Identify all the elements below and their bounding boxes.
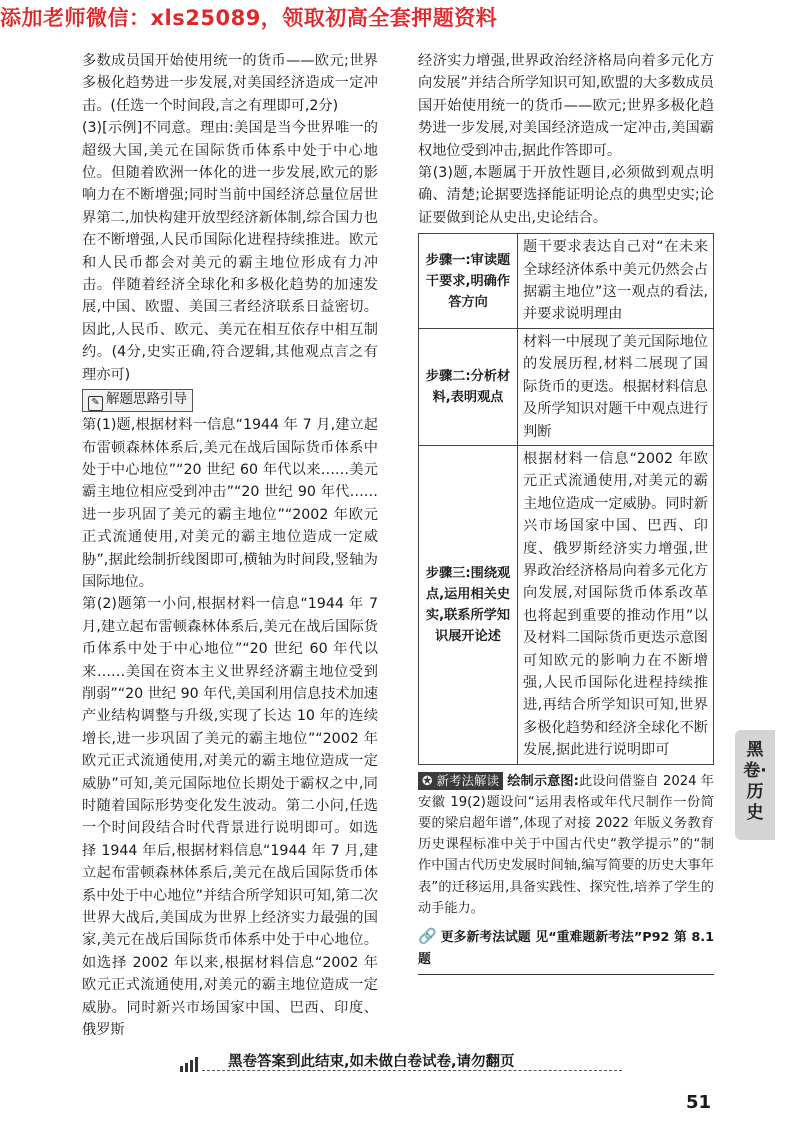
footer-notice [180,1050,640,1078]
promo-banner-text: 添加老师微信：xls25089，领取初高全套押题资料 [0,6,498,30]
solution-guide-label: 解题思路引导 [106,391,187,408]
table-row [419,328,714,445]
steps-table [418,233,714,764]
bars-icon [180,1056,200,1072]
new-method-box [418,771,714,919]
more-questions-ref: 见“重难题新考法”P92 第 8.1 题 [418,930,715,968]
answer-paragraph-3: (3)[示例]不同意。理由:美国是当今世界唯一的超级大国,美元在国际货币体系中处于中心地位。但随着欧洲一体化的进一步发展,欧元的影响力在不断增强;同时当前中国经济总量位居世界第二,加快构建开放型经济新体制,综合国力也在不断增强,人民币国际化进程持续推进。欧元和人民币都会对美元的霸主地位形成有力冲击。伴随着经济全球化和多极化趋势的加速发展,中国、欧盟、美国三者经济联系日益密切。因此,人民币、欧元、美元在相互依存中相互制约。(4分,史实正确,符合逻辑,其他观点言之有理亦可) [82,120,378,383]
answer-paragraph-continued: 多数成员国开始使用统一的货币——欧元;世界多极化趋势进一步发展,对美国经济造成一定冲击。(任选一个时间段,言之有理即可,2分) [82,53,378,114]
step-2-head: 步骤二:分析材料,表明观点 [419,328,518,445]
step-1-head: 步骤一:审读题干要求,明确作答方向 [419,234,518,329]
table-row [419,445,714,764]
promo-banner [0,0,800,38]
new-method-lead: 绘制示意图: [507,773,579,789]
lightbulb-icon: ✪ [422,772,433,788]
section-side-tab [735,730,775,840]
right-column [418,50,714,975]
guide-paragraph-2: 第(2)题第一小问,根据材料一信息“1944 年 7 月,建立起布雷顿森林体系后,美元在战后国际货币体系中处于中心地位”“20 世纪 60 年代以来……美国在资本主义世界经济霸主地位受到削弱”“20 世纪 90 年代,美国利用信息技术加速产业结构调整与升级,实现了长达 10 年的连续增长,进一步巩固了美元的霸主地位”“2002 年欧元正式流通使用,对美元的霸主地位造成一定威胁”可知,美元国际地位长期处于霸权之中,同时随着国际形势变化发生波动。第二小问,任选一个时间段结合时代背景进行说明即可。如选择 1944 年后,根据材料信息“1944 年 7 月,建立起布雷顿森林体系后,美元在战后国际货币体系中处于中心地位”并结合所学知识可知,第二次世界大战后,美国成为世界上经济实力最强的国家,美元在战后国际货币体系中处于中心地位。如选择 2002 年以来,根据材料信息“2002 年欧元正式流通使用,对美元的霸主地位造成一定威胁。同时新兴市场国家中国、巴西、印度、俄罗斯 [82,596,378,1039]
table-row [419,234,714,329]
step-3-head: 步骤三:围绕观点,运用相关史实,联系所学知识展开论述 [419,445,518,764]
step-1-body: 题干要求表达自己对“在未来全球经济体系中美元仍然会占据霸主地位”这一观点的看法,并要求说明理由 [518,234,714,329]
more-questions-label: 更多新考法试题 [440,930,531,946]
left-column [82,50,378,1041]
step-2-body: 材料一中展现了美元国际地位的发展历程,材料二展现了国际货币的更迭。根据材料信息及所学知识对题干中观点进行判断 [518,328,714,445]
guide-paragraph-1: 第(1)题,根据材料一信息“1944 年 7 月,建立起布雷顿森林体系后,美元在战后国际货币体系中处于中心地位”“20 世纪 60 年代以来……美元霸主地位相应受到冲击”“20 世纪 90 年代……进一步巩固了美元的霸主地位”“2002 年欧元正式流通使用,对美元的霸主地位造成一定威胁”,据此绘制折线图即可,横轴为时间段,竖轴为国际地位。 [82,417,378,590]
guide-paragraph-continued: 经济实力增强,世界政治经济格局向着多元化方向发展”并结合所学知识可知,欧盟的大多数成员国开始使用统一的货币——欧元;世界多极化趋势进一步发展,对美国经济造成一定冲击,美国霸权地位受到冲击,据此作答即可。 [418,53,714,159]
pencil-icon: ✎ [88,396,103,411]
footer-notice-text: 黑卷答案到此结束,如未做白卷试卷,请勿翻页 [228,1054,515,1070]
solution-guide-tag [82,389,193,412]
new-method-text: 此设问借鉴自 2024 年安徽 19(2)题设问“运用表格或年代尺制作一份简要的梁启超年谱”,体现了对接 2022 年版义务教育历史课程标准中关于中国古代史“教学提示”的“制作中国古代历史发展时间轴,编写简要的历史大事年表”的迁移运用,具备实践性、探究性,培养了学生的动手能力。 [418,773,714,916]
section-side-tab-label: 黑卷·历史 [743,740,767,823]
page-number: 51 [686,1092,712,1113]
new-method-tag-label: 新考法解读 [436,772,499,788]
link-icon: 🔗 [418,927,437,946]
guide-paragraph-3: 第(3)题,本题属于开放性题目,必须做到观点明确、清楚;论据要选择能证明论点的典型史实;论证要做到论从史出,史论结合。 [418,165,714,226]
step-3-body: 根据材料一信息“2002 年欧元正式流通使用,对美元的霸主地位造成一定威胁。同时新兴市场国家中国、巴西、印度、俄罗斯经济实力增强,世界政治经济格局向着多元化方向发展,对国际货币体系改革也将起到重要的推动作用”以及材料二国际货币更迭示意图可知欧元的影响力在不断增强,人民币国际化进程持续推进,再结合所学知识可知,世界多极化趋势和经济全球化不断发展,据此进行说明即可 [518,445,714,764]
more-questions [418,925,714,975]
new-method-tag [418,772,503,790]
